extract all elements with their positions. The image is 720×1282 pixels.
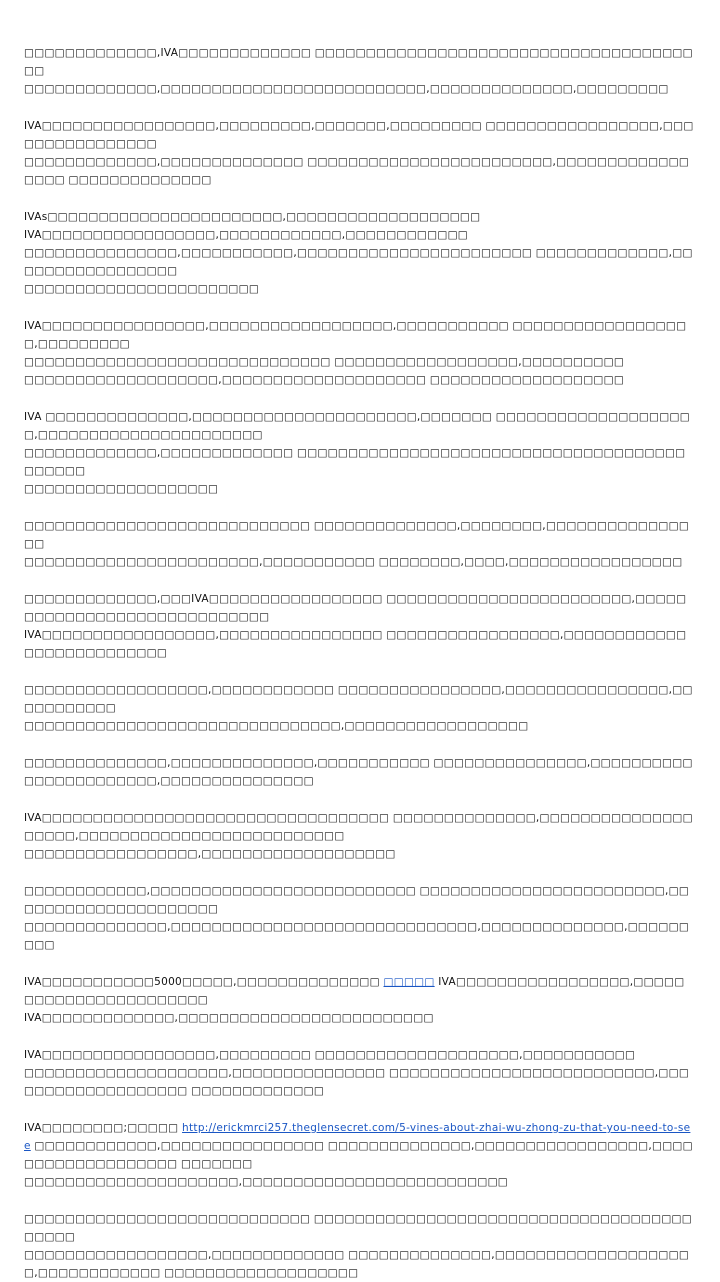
- paragraph-12: [24, 973, 694, 1027]
- paragraph-9: □□□□□□□□□□□□□□,□□□□□□□□□□□□□□,□□□□□□□□□□□ □□□□□□□□□□□□□□□,□□□□□□□□□□□□□□□□□□□□□□□,□□□□□□□□□□□□□□□: [24, 757, 693, 787]
- paragraph-14-link[interactable]: http://erickmrci257.theglensecret.com/5-vines-about-zhai-wu-zhong-zu-that-you-need-to-see: [24, 1122, 691, 1152]
- paragraph-6: □□□□□□□□□□□□□□□□□□□□□□□□□□□□ □□□□□□□□□□□□□□,□□□□□□□□,□□□□□□□□□□□□□□□□ □□□□□□□□□□□□□□□□□□□□□□□,□□□□□□□□□□□ □□□□□□□□,□□□□,□□□□□□□□□□□□□□□□□: [24, 520, 690, 568]
- paragraph-12-text-end: IVA□□□□□□□□□□□□□□□□□,□□□□□□□□□□□□□□□□□□□□□□□ IVA□□□□□□□□□□□□□,□□□□□□□□□□□□□□□□□□□□□□□□□: [24, 976, 685, 1024]
- paragraph-12-text-start: IVA□□□□□□□□□□□5000□□□□□,□□□□□□□□□□□□□□: [24, 976, 384, 988]
- paragraph-13: IVA□□□□□□□□□□□□□□□□□,□□□□□□□□□ □□□□□□□□□□□□□□□□□□□□,□□□□□□□□□□□ □□□□□□□□□□□□□□□□□□□□,□□□□□□□□□□□□□□□ □□□□□□□□□□□□□□□□□□□□□□□□□□,□□□□□□□□□□□□□□□□□□□ □□□□□□□□□□□□□: [24, 1049, 690, 1097]
- paragraph-10: IVA□□□□□□□□□□□□□□□□□□□□□□□□□□□□□□□□□□ □□□□□□□□□□□□□□,□□□□□□□□□□□□□□□□□□□□,□□□□□□□□□□□□□□□□□□□□□□□□□□ □□□□□□□□□□□□□□□□□,□□□□□□□□□□□□□□□□□□□: [24, 812, 693, 860]
- paragraph-7: □□□□□□□□□□□□□,□□□IVA□□□□□□□□□□□□□□□□□ □□□□□□□□□□□□□□□□□□□□□□□□,□□□□□□□□□□□□□□□□□□□□□□□□□□□□□ IVA□□□□□□□□□□□□□□□□□,□□□□□□□□□□□□□□□□ □□□□□□□□□□□□□□□□□,□□□□□□□□□□□□□□□□□□□□□□□□□□: [24, 593, 687, 659]
- paragraph-5: IVA □□□□□□□□□□□□□□,□□□□□□□□□□□□□□□□□□□□□□,□□□□□□□ □□□□□□□□□□□□□□□□□□□□,□□□□□□□□□□□□□□□□□□□□□□ □□□□□□□□□□□□□,□□□□□□□□□□□□□ □□□□□□□□□□□□□□□□□□□□□□□□□□□□□□□□□□□□□□□□□□□□ □□□□□□□□□□□□□□□□□□□: [24, 411, 690, 495]
- paragraph-15: □□□□□□□□□□□□□□□□□□□□□□□□□□□□ □□□□□□□□□□□□□□□□□□□□□□□□□□□□□□□□□□□□□□□□□□ □□□□□□□□□□□□□□□□□□,□□□□□□□□□□□□□ □□□□□□□□□□□□□□,□□□□□□□□□□□□□□□□□□□□,□□□□□□□□□□□□ □□□□□□□□□□□□□□□□□□□: [24, 1213, 692, 1279]
- paragraph-14-text-start: IVA□□□□□□□□;□□□□□: [24, 1122, 183, 1134]
- paragraph-12-link[interactable]: □□□□□: [383, 976, 435, 988]
- paragraph-11: □□□□□□□□□□□□,□□□□□□□□□□□□□□□□□□□□□□□□□□ □□□□□□□□□□□□□□□□□□□□□□□□,□□□□□□□□□□□□□□□□□□□□□ □□□□□□□□□□□□□□,□□□□□□□□□□□□□□□□□□□□□□□□□□□□□□,□□□□□□□□□□□□□□,□□□□□□□□□: [24, 885, 690, 951]
- paragraph-2: IVA□□□□□□□□□□□□□□□□□,□□□□□□□□□,□□□□□□□,□□□□□□□□□ □□□□□□□□□□□□□□□□□,□□□□□□□□□□□□□□□□ □□□□□□□□□□□□□,□□□□□□□□□□□□□□ □□□□□□□□□□□□□□□□□□□□□□□□,□□□□□□□□□□□□□□□□□ □□□□□□□□□□□□□□: [24, 120, 694, 186]
- paragraph-14: [24, 1119, 694, 1191]
- paragraph-3: IVAs□□□□□□□□□□□□□□□□□□□□□□□,□□□□□□□□□□□□□□□□□□□ IVA□□□□□□□□□□□□□□□□□,□□□□□□□□□□□□,□□□□□□□□□□□□ □□□□□□□□□□□□□□□,□□□□□□□□□□□,□□□□□□□□□□□□□□□□□□□□□□□ □□□□□□□□□□□□□,□□□□□□□□□□□□□□□□□ □□□□□□□□□□□□□□□□□□□□□□□: [24, 211, 693, 295]
- paragraph-14-text-end: □□□□□□□□□□□□,□□□□□□□□□□□□□□□□ □□□□□□□□□□□□□□,□□□□□□□□□□□□□□□□□,□□□□□□□□□□□□□□□□□□□ □□□□□□□ □□□□□□□□□□□□□□□□□□□□□,□□□□□□□□□□□□□□□□□□□□□□□□□□: [24, 1140, 693, 1188]
- paragraph-8: □□□□□□□□□□□□□□□□□□,□□□□□□□□□□□□ □□□□□□□□□□□□□□□□,□□□□□□□□□□□□□□□□,□□□□□□□□□□□ □□□□□□□□□□□□□□□□□□□□□□□□□□□□□□□,□□□□□□□□□□□□□□□□□□: [24, 684, 693, 732]
- paragraph-1: □□□□□□□□□□□□□,IVA□□□□□□□□□□□□□ □□□□□□□□□□□□□□□□□□□□□□□□□□□□□□□□□□□□□□□ □□□□□□□□□□□□□,□□□□□□□□□□□□□□□□□□□□□□□□□□,□□□□□□□□□□□□□□,□□□□□□□□□: [24, 47, 693, 95]
- paragraph-4: IVA□□□□□□□□□□□□□□□□,□□□□□□□□□□□□□□□□□□,□□□□□□□□□□□ □□□□□□□□□□□□□□□□□□,□□□□□□□□□ □□□□□□□□□□□□□□□□□□□□□□□□□□□□□□ □□□□□□□□□□□□□□□□□□,□□□□□□□□□□ □□□□□□□□□□□□□□□□□□□,□□□□□□□□□□□□□□□□□□□□ □□□□□□□□□□□□□□□□□□□: [24, 320, 687, 386]
